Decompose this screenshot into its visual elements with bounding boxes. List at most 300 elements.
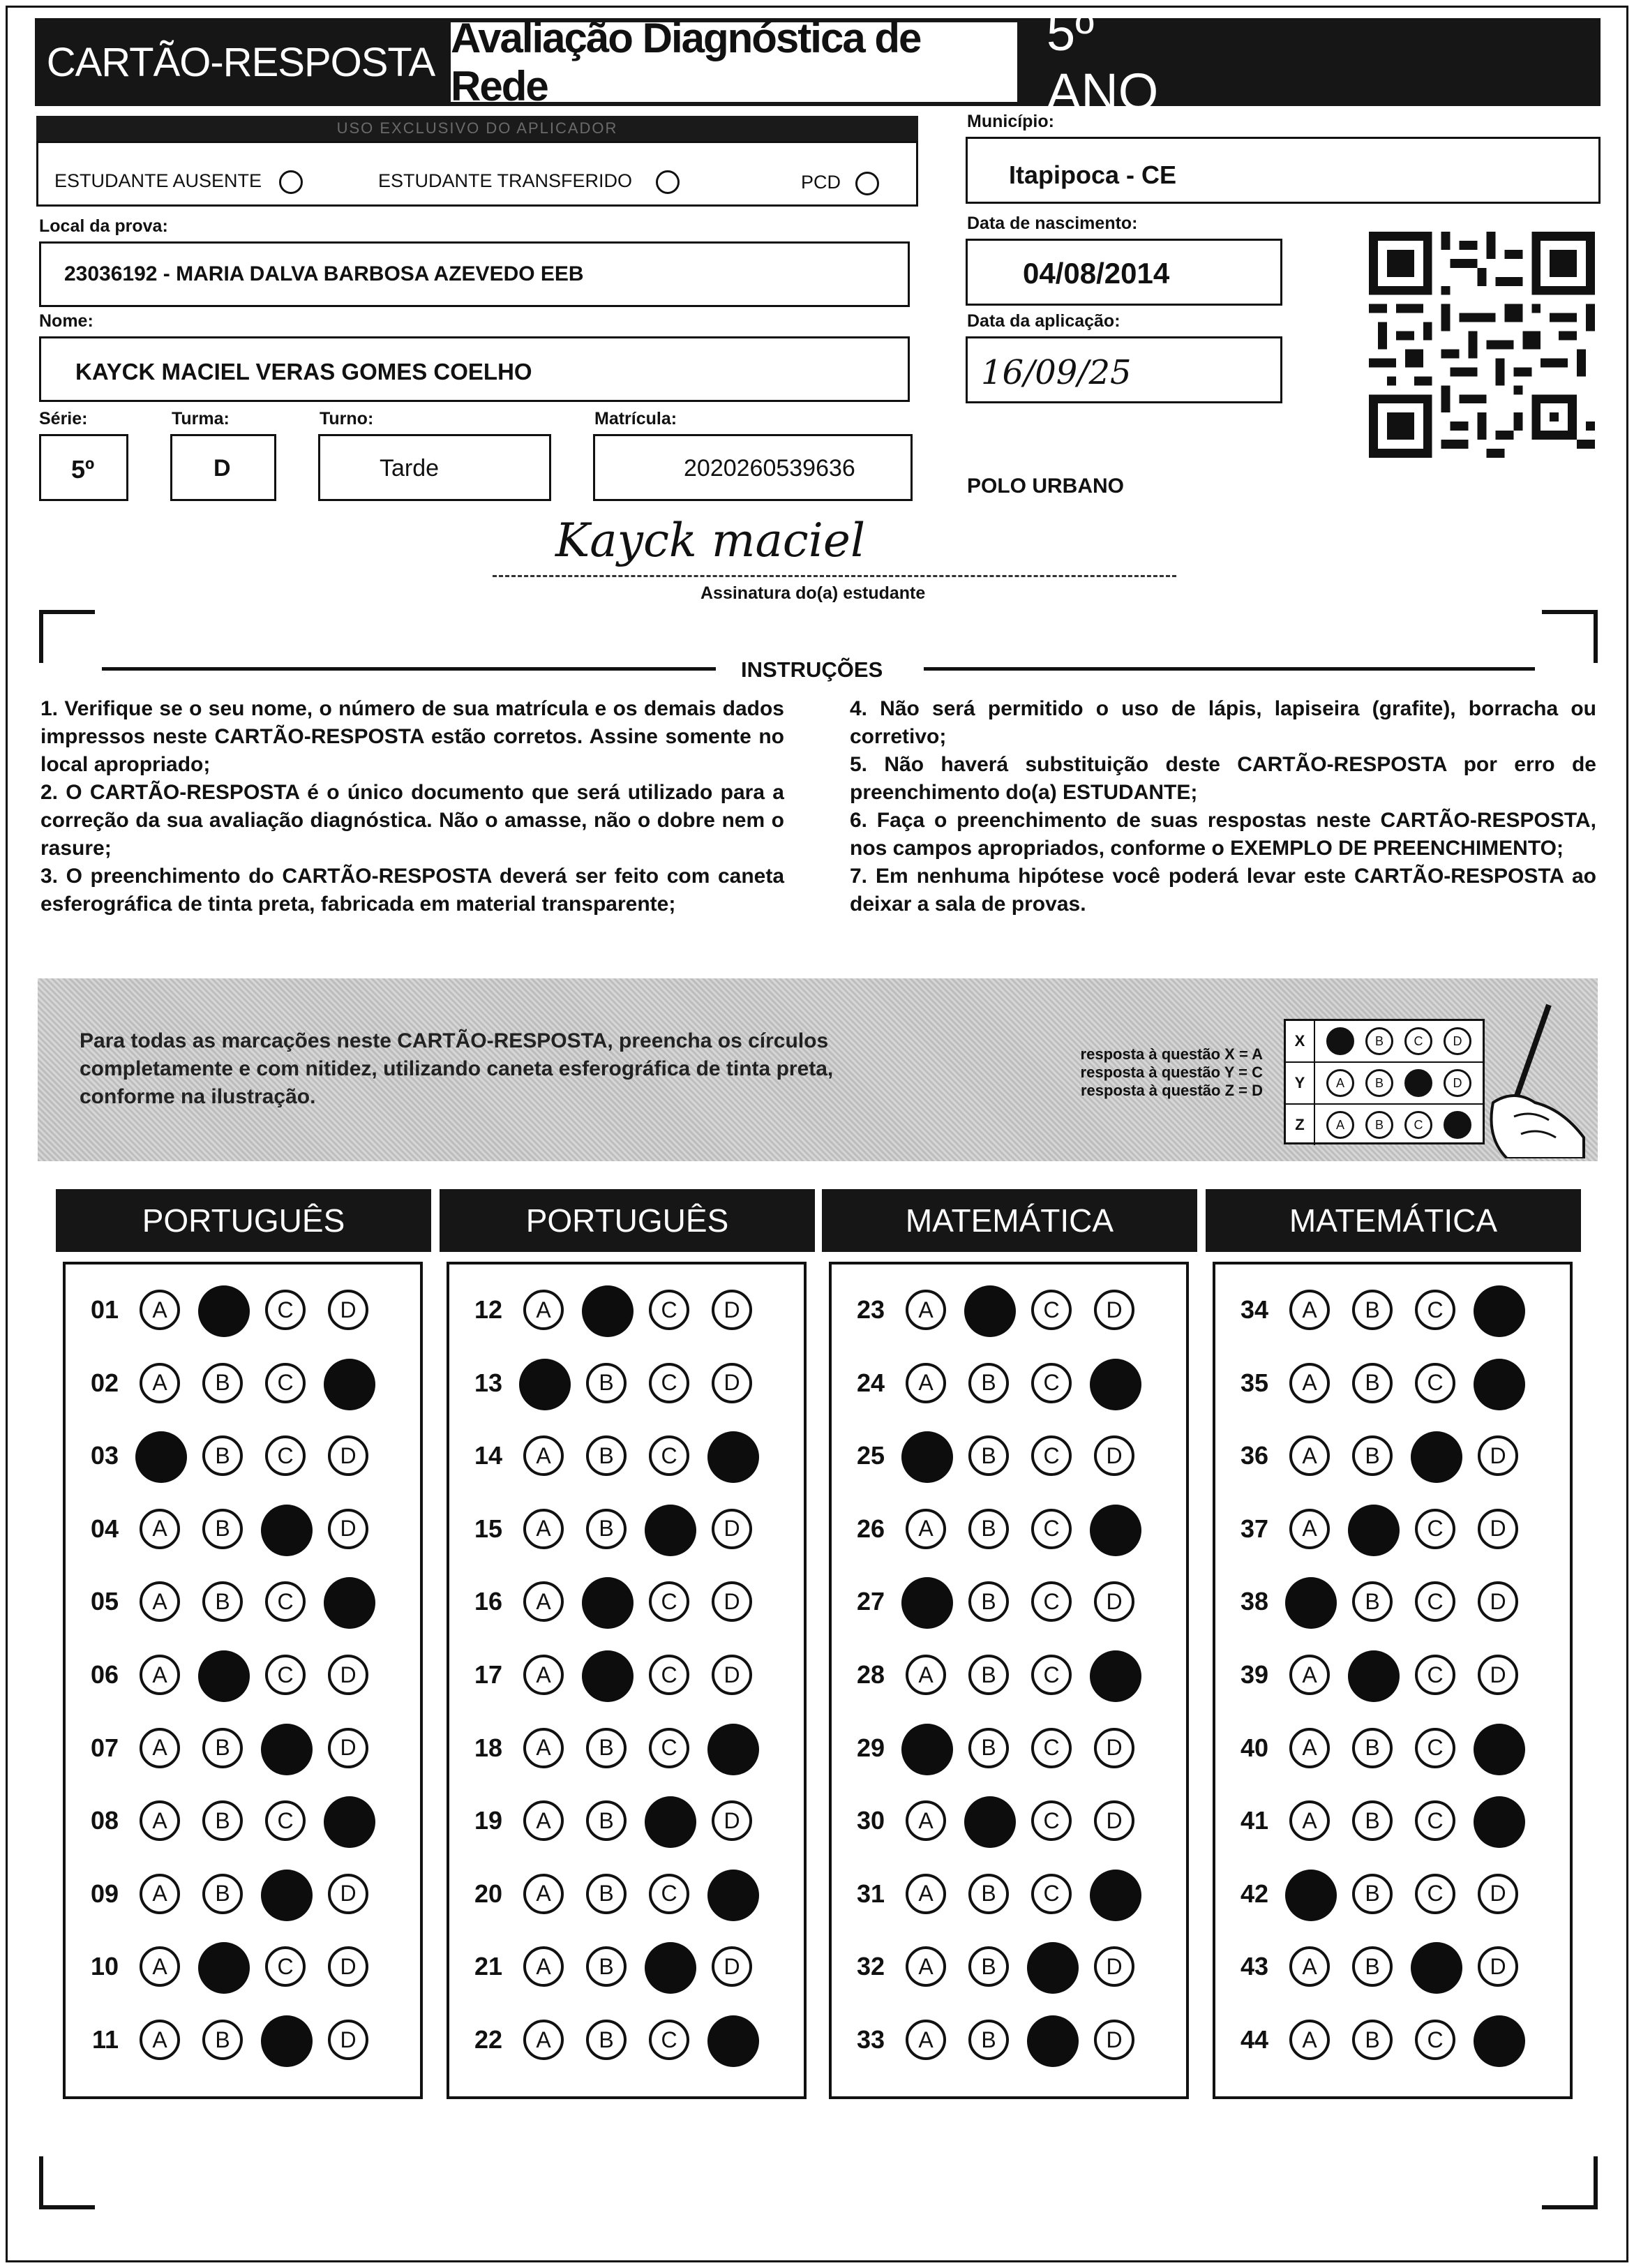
question-number: 27 — [856, 1587, 885, 1616]
bubble-letter: A — [906, 1946, 946, 1987]
answer-bubble-b[interactable] — [582, 2015, 631, 2064]
bubble-letter: A — [523, 1728, 564, 1768]
answer-bubble-d[interactable] — [707, 1796, 756, 1845]
bubble-letter: D — [712, 1290, 752, 1330]
answer-bubble-c[interactable] — [645, 1359, 694, 1408]
answer-bubble-a[interactable] — [901, 2015, 950, 2064]
answer-bubble-a[interactable] — [901, 1650, 950, 1699]
bubble-letter: B — [202, 1728, 243, 1768]
answer-bubble-d[interactable] — [1474, 1577, 1522, 1626]
answer-bubble-b[interactable] — [582, 1577, 631, 1626]
answer-bubble-a[interactable] — [519, 1942, 568, 1991]
bubble-letter: C — [1031, 1800, 1072, 1841]
answer-bubble-c[interactable] — [1027, 2015, 1076, 2064]
answer-bubble-a[interactable] — [1285, 1724, 1334, 1773]
question-number: 08 — [90, 1806, 119, 1835]
question-number: 11 — [91, 2025, 119, 2054]
answer-bubble-b[interactable] — [1348, 1650, 1397, 1699]
filled-mark — [1348, 1505, 1400, 1556]
qr-code — [1369, 232, 1595, 458]
answer-bubble-d[interactable] — [1090, 1505, 1139, 1553]
answer-bubble-b[interactable] — [198, 1359, 247, 1408]
question-number: 39 — [1240, 1660, 1268, 1689]
answer-bubble-d[interactable] — [1090, 1359, 1139, 1408]
answer-bubble-a[interactable] — [519, 1359, 568, 1408]
answer-bubble-c[interactable] — [261, 1505, 310, 1553]
answer-bubble-a[interactable] — [901, 1505, 950, 1553]
answer-bubble-b[interactable] — [964, 2015, 1013, 2064]
bubble-letter: B — [1352, 1290, 1393, 1330]
answer-bubble-d[interactable] — [1474, 1942, 1522, 1991]
answer-bubble-a[interactable] — [1285, 1505, 1334, 1553]
answer-bubble-c[interactable] — [645, 2015, 694, 2064]
answer-bubble-d[interactable] — [324, 1285, 373, 1334]
question-row — [71, 1505, 373, 1553]
filling-example-grid — [1284, 1019, 1485, 1144]
bubble-letter: D — [1094, 2020, 1134, 2060]
bubble-letter: C — [265, 1363, 306, 1403]
answer-bubble-c[interactable] — [1027, 1431, 1076, 1480]
answer-bubble-b[interactable] — [964, 1650, 1013, 1699]
answer-bubble-d[interactable] — [1474, 2015, 1522, 2064]
filled-mark — [261, 1505, 313, 1556]
bubble-letter: B — [968, 1435, 1009, 1476]
answer-bubble-a[interactable] — [519, 1505, 568, 1553]
answer-bubble-d[interactable] — [707, 1285, 756, 1334]
question-row — [71, 1431, 373, 1480]
question-number: 41 — [1240, 1806, 1268, 1835]
answer-bubble-b[interactable] — [198, 1431, 247, 1480]
answer-bubble-d[interactable] — [1090, 1577, 1139, 1626]
answer-bubble-c[interactable] — [1411, 1724, 1460, 1773]
answer-bubble-b[interactable] — [1348, 1870, 1397, 1918]
answer-bubble-a[interactable] — [901, 1285, 950, 1334]
bubble-letter: B — [586, 1363, 627, 1403]
answer-bubble-d[interactable] — [1090, 1796, 1139, 1845]
answer-bubble-a[interactable] — [135, 1577, 184, 1626]
question-number: 29 — [856, 1733, 885, 1762]
instruction-4: 4. Não será permitido o uso de lápis, lapiseira (grafite), borracha ou corretivo; — [850, 697, 1596, 748]
answer-bubble-b[interactable] — [964, 1359, 1013, 1408]
question-number: 04 — [90, 1514, 119, 1543]
bubble-letter: D — [1478, 1581, 1518, 1622]
answer-bubble-d[interactable] — [707, 1431, 756, 1480]
answer-bubble-d[interactable] — [1474, 1285, 1522, 1334]
question-number: 06 — [90, 1660, 119, 1689]
answer-bubble-c[interactable] — [261, 1870, 310, 1918]
answer-bubble-d[interactable] — [324, 1796, 373, 1845]
bubble-letter: A — [523, 1435, 564, 1476]
answer-bubble-d[interactable] — [1474, 1724, 1522, 1773]
answer-bubble-c[interactable] — [645, 1724, 694, 1773]
answer-bubble-b[interactable] — [1348, 2015, 1397, 2064]
application-date-label: Data da aplicação: — [967, 311, 1120, 331]
answer-bubble-a[interactable] — [901, 1796, 950, 1845]
bubble-letter: D — [328, 1655, 368, 1695]
answer-bubble-c[interactable] — [645, 1505, 694, 1553]
example-bubble: C — [1404, 1027, 1432, 1055]
answer-bubble-b[interactable] — [1348, 1577, 1397, 1626]
bubble-letter: D — [1094, 1435, 1134, 1476]
bubble-letter: D — [1478, 1435, 1518, 1476]
bubble-letter: C — [649, 1874, 689, 1914]
answer-bubble-c[interactable] — [261, 1359, 310, 1408]
bubble-letter: B — [968, 1728, 1009, 1768]
bubble-letter: D — [328, 1435, 368, 1476]
answer-bubble-d[interactable] — [707, 2015, 756, 2064]
answer-bubble-c[interactable] — [1411, 2015, 1460, 2064]
bubble-letter: C — [1031, 1290, 1072, 1330]
answer-bubble-b[interactable] — [964, 1505, 1013, 1553]
answer-bubble-b[interactable] — [582, 1650, 631, 1699]
bubble-letter: A — [1289, 1509, 1330, 1549]
answer-bubble-d[interactable] — [1474, 1870, 1522, 1918]
bubble-letter: D — [328, 1946, 368, 1987]
filled-mark — [1474, 1724, 1525, 1775]
answer-bubble-d[interactable] — [1090, 1650, 1139, 1699]
bubble-letter: C — [1031, 1874, 1072, 1914]
answer-bubble-b[interactable] — [964, 1870, 1013, 1918]
answer-bubble-d[interactable] — [1090, 1431, 1139, 1480]
answer-bubble-a[interactable] — [1285, 1285, 1334, 1334]
answer-bubble-c[interactable] — [1027, 1577, 1076, 1626]
answer-bubble-c[interactable] — [1027, 1650, 1076, 1699]
answer-bubble-a[interactable] — [519, 1724, 568, 1773]
answer-bubble-c[interactable] — [1027, 1285, 1076, 1334]
bubble-letter: B — [202, 1363, 243, 1403]
answer-bubble-c[interactable] — [1411, 1942, 1460, 1991]
answer-bubble-c[interactable] — [261, 1796, 310, 1845]
bubble-letter: B — [1352, 1874, 1393, 1914]
answer-bubble-c[interactable] — [645, 1285, 694, 1334]
filled-mark — [1474, 2015, 1525, 2067]
bubble-letter: B — [586, 2020, 627, 2060]
answer-bubble-c[interactable] — [261, 1431, 310, 1480]
bubble-letter: D — [328, 1509, 368, 1549]
answer-bubble-d[interactable] — [324, 1724, 373, 1773]
answer-bubble-a[interactable] — [135, 1505, 184, 1553]
answer-bubble-a[interactable] — [135, 1431, 184, 1480]
answer-bubble-b[interactable] — [1348, 1431, 1397, 1480]
answer-bubble-a[interactable] — [519, 2015, 568, 2064]
name-label: Nome: — [39, 311, 93, 331]
answer-bubble-d[interactable] — [324, 1505, 373, 1553]
answer-bubble-b[interactable] — [582, 1285, 631, 1334]
answer-bubble-d[interactable] — [707, 1359, 756, 1408]
answer-bubble-c[interactable] — [1027, 1359, 1076, 1408]
answer-bubble-a[interactable] — [519, 1796, 568, 1845]
question-number: 09 — [90, 1879, 119, 1908]
filled-mark — [645, 1796, 696, 1848]
answer-bubble-b[interactable] — [198, 1285, 247, 1334]
example-row — [1286, 1063, 1483, 1105]
bubble-letter: D — [1094, 1290, 1134, 1330]
answer-bubble-c[interactable] — [261, 1724, 310, 1773]
answer-bubble-a[interactable] — [135, 1359, 184, 1408]
question-number: 31 — [856, 1879, 885, 1908]
answer-bubble-a[interactable] — [135, 2015, 184, 2064]
instructions-title: INSTRUÇÕES — [741, 657, 883, 682]
pcd-label: PCD — [801, 172, 841, 193]
answer-bubble-c[interactable] — [1027, 1724, 1076, 1773]
bubble-letter: B — [202, 1581, 243, 1622]
answer-bubble-c[interactable] — [645, 1650, 694, 1699]
municipio-value: Itapipoca - CE — [1009, 161, 1177, 189]
answer-bubble-c[interactable] — [1411, 1577, 1460, 1626]
bubble-letter: A — [523, 1509, 564, 1549]
answer-bubble-b[interactable] — [1348, 1505, 1397, 1553]
answer-bubble-a[interactable] — [901, 1577, 950, 1626]
turma-value: D — [213, 455, 231, 482]
bubble-letter: C — [1031, 1655, 1072, 1695]
answer-bubble-a[interactable] — [519, 1577, 568, 1626]
application-date-value: 16/09/25 — [981, 353, 1132, 392]
answer-bubble-c[interactable] — [261, 1942, 310, 1991]
answer-bubble-a[interactable] — [519, 1285, 568, 1334]
answer-bubble-b[interactable] — [582, 1359, 631, 1408]
question-number: 03 — [90, 1441, 119, 1470]
answer-bubble-a[interactable] — [901, 1942, 950, 1991]
answer-bubble-d[interactable] — [707, 1870, 756, 1918]
example-bubble: D — [1444, 1027, 1471, 1055]
answer-bubble-c[interactable] — [1027, 1505, 1076, 1553]
answer-bubble-a[interactable] — [519, 1650, 568, 1699]
example-row — [1286, 1021, 1483, 1063]
answer-bubble-d[interactable] — [324, 1650, 373, 1699]
answer-bubble-a[interactable] — [519, 1870, 568, 1918]
answer-bubble-b[interactable] — [1348, 1796, 1397, 1845]
example-row-label: Y — [1286, 1063, 1315, 1103]
turno-label: Turno: — [320, 409, 374, 428]
applicator-bar: USO EXCLUSIVO DO APLICADOR — [36, 116, 918, 141]
bubble-letter: D — [328, 1728, 368, 1768]
question-number: 23 — [856, 1295, 885, 1324]
answer-bubble-a[interactable] — [1285, 1870, 1334, 1918]
bubble-letter: D — [1094, 1728, 1134, 1768]
answer-bubble-a[interactable] — [135, 1650, 184, 1699]
name-value: KAYCK MACIEL VERAS GOMES COELHO — [75, 359, 532, 385]
answer-bubble-a[interactable] — [901, 1724, 950, 1773]
answer-bubble-a[interactable] — [135, 1285, 184, 1334]
bubble-letter: C — [1415, 1655, 1455, 1695]
question-number: 25 — [856, 1441, 885, 1470]
bubble-letter: C — [1415, 1728, 1455, 1768]
answer-bubble-b[interactable] — [1348, 1724, 1397, 1773]
question-number: 01 — [90, 1295, 119, 1324]
answer-bubble-b[interactable] — [582, 1431, 631, 1480]
answer-bubble-d[interactable] — [1090, 1285, 1139, 1334]
answer-bubble-b[interactable] — [964, 1577, 1013, 1626]
answer-bubble-b[interactable] — [198, 1650, 247, 1699]
answer-bubble-c[interactable] — [1027, 1796, 1076, 1845]
bubble-letter: D — [1094, 1946, 1134, 1987]
answer-bubble-c[interactable] — [1027, 1942, 1076, 1991]
absent-label: ESTUDANTE AUSENTE — [54, 170, 262, 191]
answer-bubble-a[interactable] — [1285, 1577, 1334, 1626]
answer-bubble-c[interactable] — [645, 1796, 694, 1845]
question-row — [71, 1359, 373, 1408]
filled-mark — [707, 2015, 759, 2067]
transferred-checkbox[interactable] — [656, 170, 680, 194]
answer-bubble-c[interactable] — [645, 1942, 694, 1991]
answer-bubble-d[interactable] — [324, 2015, 373, 2064]
example-bubble: D — [1444, 1069, 1471, 1097]
question-number: 21 — [474, 1952, 502, 1981]
answer-bubble-a[interactable] — [901, 1431, 950, 1480]
answer-bubble-c[interactable] — [1411, 1285, 1460, 1334]
answer-bubble-b[interactable] — [1348, 1942, 1397, 1991]
question-number: 14 — [474, 1441, 502, 1470]
answer-bubble-d[interactable] — [324, 1577, 373, 1626]
bubble-letter: B — [586, 1800, 627, 1841]
answer-bubble-b[interactable] — [964, 1724, 1013, 1773]
absent-checkbox[interactable] — [279, 170, 303, 194]
bubble-letter: C — [1415, 1509, 1455, 1549]
answer-bubble-b[interactable] — [964, 1796, 1013, 1845]
hand-pen-icon — [1465, 998, 1598, 1158]
answer-bubble-d[interactable] — [1474, 1650, 1522, 1699]
answer-bubble-d[interactable] — [1474, 1431, 1522, 1480]
local-label: Local da prova: — [39, 216, 168, 236]
answer-bubble-c[interactable] — [261, 2015, 310, 2064]
answer-bubble-b[interactable] — [198, 1796, 247, 1845]
answer-bubble-a[interactable] — [901, 1359, 950, 1408]
signature-line — [493, 575, 1176, 577]
answer-bubble-d[interactable] — [1474, 1505, 1522, 1553]
answer-bubble-c[interactable] — [261, 1577, 310, 1626]
answer-bubble-d[interactable] — [707, 1577, 756, 1626]
answer-bubble-b[interactable] — [1348, 1285, 1397, 1334]
answer-bubble-c[interactable] — [1411, 1870, 1460, 1918]
bubble-letter: A — [523, 1581, 564, 1622]
header-center-title: Avaliação Diagnóstica de Rede — [451, 22, 1017, 102]
answer-bubble-a[interactable] — [135, 1870, 184, 1918]
answer-bubble-b[interactable] — [582, 1870, 631, 1918]
question-number: 24 — [856, 1368, 885, 1397]
answer-bubble-c[interactable] — [1411, 1431, 1460, 1480]
answer-bubble-b[interactable] — [198, 1505, 247, 1553]
bubble-letter: A — [140, 1728, 180, 1768]
answer-bubble-d[interactable] — [1090, 2015, 1139, 2064]
answer-bubble-d[interactable] — [707, 1942, 756, 1991]
answer-bubble-c[interactable] — [1411, 1505, 1460, 1553]
filled-mark — [519, 1359, 571, 1410]
question-row — [455, 1870, 756, 1918]
question-number: 19 — [474, 1806, 502, 1835]
bubble-letter: A — [523, 2020, 564, 2060]
answer-bubble-b[interactable] — [964, 1942, 1013, 1991]
answer-bubble-b[interactable] — [198, 2015, 247, 2064]
bubble-letter: B — [968, 1655, 1009, 1695]
bubble-letter: B — [968, 1874, 1009, 1914]
bubble-letter: A — [906, 2020, 946, 2060]
answer-bubble-a[interactable] — [901, 1870, 950, 1918]
bubble-letter: D — [328, 1874, 368, 1914]
answer-bubble-d[interactable] — [324, 1942, 373, 1991]
question-row — [455, 1505, 756, 1553]
bubble-letter: A — [140, 1800, 180, 1841]
filled-mark — [198, 1650, 250, 1702]
matricula-label: Matrícula: — [594, 409, 677, 428]
answer-bubble-d[interactable] — [1090, 1870, 1139, 1918]
answer-bubble-a[interactable] — [1285, 2015, 1334, 2064]
answer-bubble-d[interactable] — [707, 1724, 756, 1773]
filled-mark — [1348, 1650, 1400, 1702]
question-row — [1221, 1870, 1522, 1918]
answer-bubble-d[interactable] — [1474, 1796, 1522, 1845]
question-row — [455, 1650, 756, 1699]
question-row — [837, 1724, 1139, 1773]
answer-bubble-c[interactable] — [1027, 1870, 1076, 1918]
answer-bubble-b[interactable] — [964, 1431, 1013, 1480]
answer-bubble-b[interactable] — [198, 1942, 247, 1991]
bubble-letter: C — [1415, 1581, 1455, 1622]
bubble-letter: A — [140, 1290, 180, 1330]
answer-bubble-d[interactable] — [1090, 1942, 1139, 1991]
answer-bubble-b[interactable] — [582, 1724, 631, 1773]
filled-mark — [261, 1724, 313, 1775]
answer-bubble-b[interactable] — [582, 1796, 631, 1845]
answer-bubble-d[interactable] — [324, 1359, 373, 1408]
bubble-letter: D — [1478, 1509, 1518, 1549]
answer-bubble-d[interactable] — [1090, 1724, 1139, 1773]
answer-bubble-a[interactable] — [1285, 1359, 1334, 1408]
answer-bubble-b[interactable] — [582, 1505, 631, 1553]
answer-bubble-d[interactable] — [1474, 1359, 1522, 1408]
answer-bubble-b[interactable] — [964, 1285, 1013, 1334]
answer-bubble-b[interactable] — [582, 1942, 631, 1991]
bubble-letter: A — [523, 1290, 564, 1330]
answer-bubble-b[interactable] — [1348, 1359, 1397, 1408]
answer-bubble-b[interactable] — [198, 1577, 247, 1626]
filled-mark — [261, 2015, 313, 2067]
pcd-checkbox[interactable] — [855, 172, 879, 195]
answer-bubble-c[interactable] — [1411, 1650, 1460, 1699]
answer-bubble-b[interactable] — [198, 1724, 247, 1773]
answer-bubble-a[interactable] — [1285, 1431, 1334, 1480]
answer-bubble-b[interactable] — [198, 1870, 247, 1918]
question-row — [71, 2015, 373, 2064]
answer-bubble-a[interactable] — [135, 1942, 184, 1991]
answer-bubble-d[interactable] — [324, 1431, 373, 1480]
question-row — [71, 1577, 373, 1626]
answer-bubble-d[interactable] — [707, 1505, 756, 1553]
answer-bubble-d[interactable] — [707, 1650, 756, 1699]
question-number: 02 — [90, 1368, 119, 1397]
answer-bubble-c[interactable] — [645, 1870, 694, 1918]
answer-bubble-a[interactable] — [135, 1724, 184, 1773]
example-bubble: A — [1326, 1111, 1354, 1139]
answer-bubble-a[interactable] — [1285, 1796, 1334, 1845]
question-number: 20 — [474, 1879, 502, 1908]
question-number: 43 — [1240, 1952, 1268, 1981]
answer-bubble-a[interactable] — [135, 1796, 184, 1845]
answer-bubble-a[interactable] — [519, 1431, 568, 1480]
answer-bubble-c[interactable] — [645, 1577, 694, 1626]
bubble-letter: A — [1289, 1728, 1330, 1768]
answer-bubble-c[interactable] — [261, 1650, 310, 1699]
answer-bubble-d[interactable] — [324, 1870, 373, 1918]
answer-bubble-c[interactable] — [645, 1431, 694, 1480]
bubble-letter: B — [1352, 1728, 1393, 1768]
bubble-letter: A — [1289, 1800, 1330, 1841]
answer-bubble-c[interactable] — [1411, 1359, 1460, 1408]
answer-bubble-c[interactable] — [261, 1285, 310, 1334]
answer-bubble-a[interactable] — [1285, 1650, 1334, 1699]
bubble-letter: C — [1031, 1728, 1072, 1768]
answer-bubble-a[interactable] — [1285, 1942, 1334, 1991]
answer-bubble-c[interactable] — [1411, 1796, 1460, 1845]
